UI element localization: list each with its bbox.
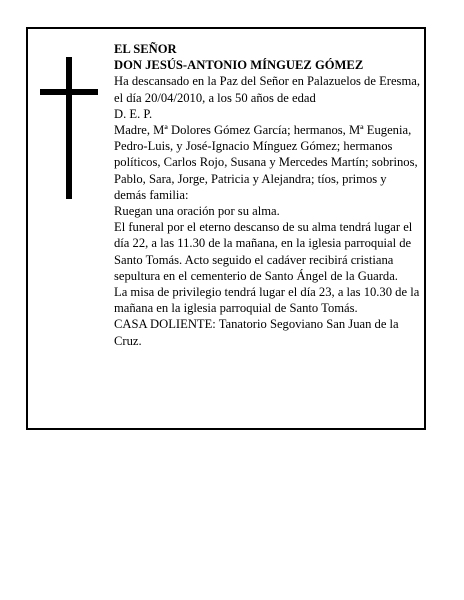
notice-title: EL SEÑOR [114,42,177,56]
funeral-home: CASA DOLIENTE: Tanatorio Segoviano San Juan de la Cruz. [114,317,399,348]
mass-details: La misa de privilegio tendrá lugar el día 23, a las 10.30 de la mañana en la iglesia parroquial de Santo Tomás. [114,285,420,316]
funeral-details: El funeral por el eterno descanso de su alma tendrá lugar el día 22, a las 11.30 de la mañana, en la iglesia parroquial de Santo Tomás. Acto seguido el cadáver recibirá cristiana sepultura en el cementerio de Santo Ángel de la Guarda. [114,220,413,283]
prayer-request: Ruegan una oración por su alma. [114,204,280,219]
cross-horizontal-bar [40,89,98,95]
family-list: Madre, Mª Dolores Gómez García; hermanos, Mª Eugenia, Pedro-Luis, y José-Ignacio Mínguez Gómez; hermanos políticos, Carlos Rojo, Susana y Mercedes Martín; sobrinos, Pablo, Sara, Jorge, Patricia y Alejandra; tíos, primos y demás familia: [114,123,418,202]
death-announcement: Ha descansado en la Paz del Señor en Palazuelos de Eresma, el día 20/04/2010, a los 50 años de edad [114,74,420,105]
notice-text [114,41,420,349]
obituary-notice [26,27,426,430]
cross-icon [40,57,98,199]
rip-line: D. E. P. [114,106,153,121]
cross-vertical-bar [66,57,72,199]
deceased-name: DON JESÚS-ANTONIO MÍNGUEZ GÓMEZ [114,58,364,73]
